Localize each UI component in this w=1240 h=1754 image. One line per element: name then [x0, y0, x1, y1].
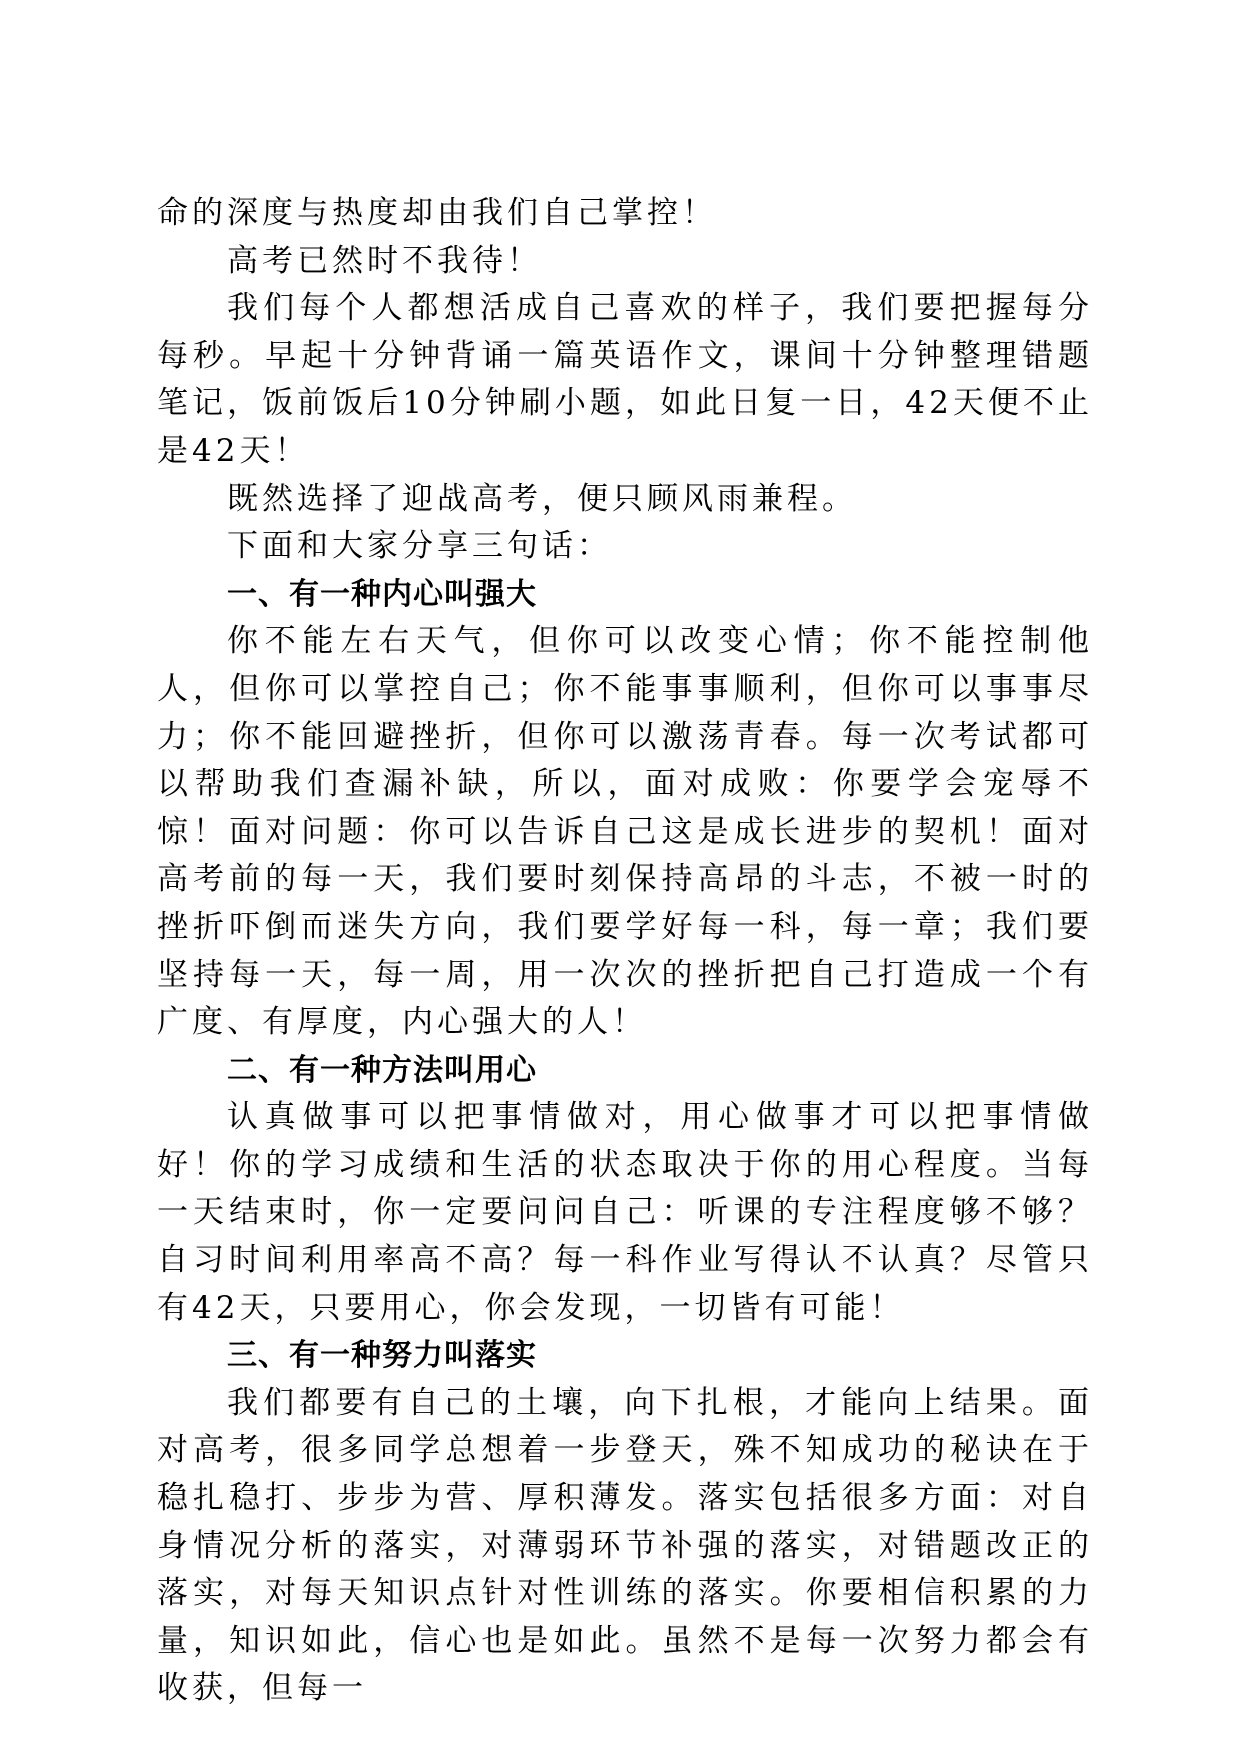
opening-fragment: 命的深度与热度却由我们自己掌控！	[157, 195, 717, 231]
section-2-heading: 二、有一种方法叫用心	[227, 1052, 537, 1088]
paragraph-exam: 高考已然时不我待！	[227, 242, 542, 279]
section-1-body: 你不能左右天气，但你可以改变心情；你不能控制他人，但你可以掌控自己；你不能事事顺利，但你可以事事尽力；你不能回避挫折，但你可以激荡青春。每一次考试都可以帮助我们查漏补缺，所以，面对成败：你要学会宠辱不惊！面对问题：你可以告诉自己这是成长进步的契机！面对高考前的每一天，我们要时刻保持高昂的斗志，不被一时的挫折吓倒而迷失方向，我们要学好每一科，每一章；我们要坚持每一天，每一周，用一次次的挫折把自己打造成一个有广度、有厚度，内心强大的人！	[157, 623, 1093, 1041]
paragraph-choice: 既然选择了迎战高考，便只顾风雨兼程。	[227, 480, 857, 517]
paragraph-share-intro: 下面和大家分享三句话：	[227, 528, 612, 565]
section-3-heading: 三、有一种努力叫落实	[227, 1338, 537, 1374]
paragraph-every-second: 我们每个人都想活成自己喜欢的样子，我们要把握每分每秒。早起十分钟背诵一篇英语作文，课间十分钟整理错题笔记，饭前饭后10分钟刷小题，如此日复一日，42天便不止是42天！	[157, 290, 1093, 469]
section-3-body: 我们都要有自己的土壤，向下扎根，才能向上结果。面对高考，很多同学总想着一步登天，殊不知成功的秘诀在于稳扎稳打、步步为营、厚积薄发。落实包括很多方面：对自身情况分析的落实，对薄弱环节补强的落实，对错题改正的落实，对每天知识点针对性训练的落实。你要相信积累的力量，知识如此，信心也是如此。虽然不是每一次努力都会有收获，但每一	[157, 1384, 1093, 1707]
document-page	[157, 190, 1093, 1713]
section-2-body: 认真做事可以把事情做对，用心做事才可以把事情做好！你的学习成绩和生活的状态取决于你的用心程度。当每一天结束时，你一定要问问自己：听课的专注程度够不够？自习时间利用率高不高？每一科作业写得认不认真？尽管只有42天，只要用心，你会发现，一切皆有可能！	[157, 1099, 1093, 1326]
section-1-heading: 一、有一种内心叫强大	[227, 576, 537, 612]
